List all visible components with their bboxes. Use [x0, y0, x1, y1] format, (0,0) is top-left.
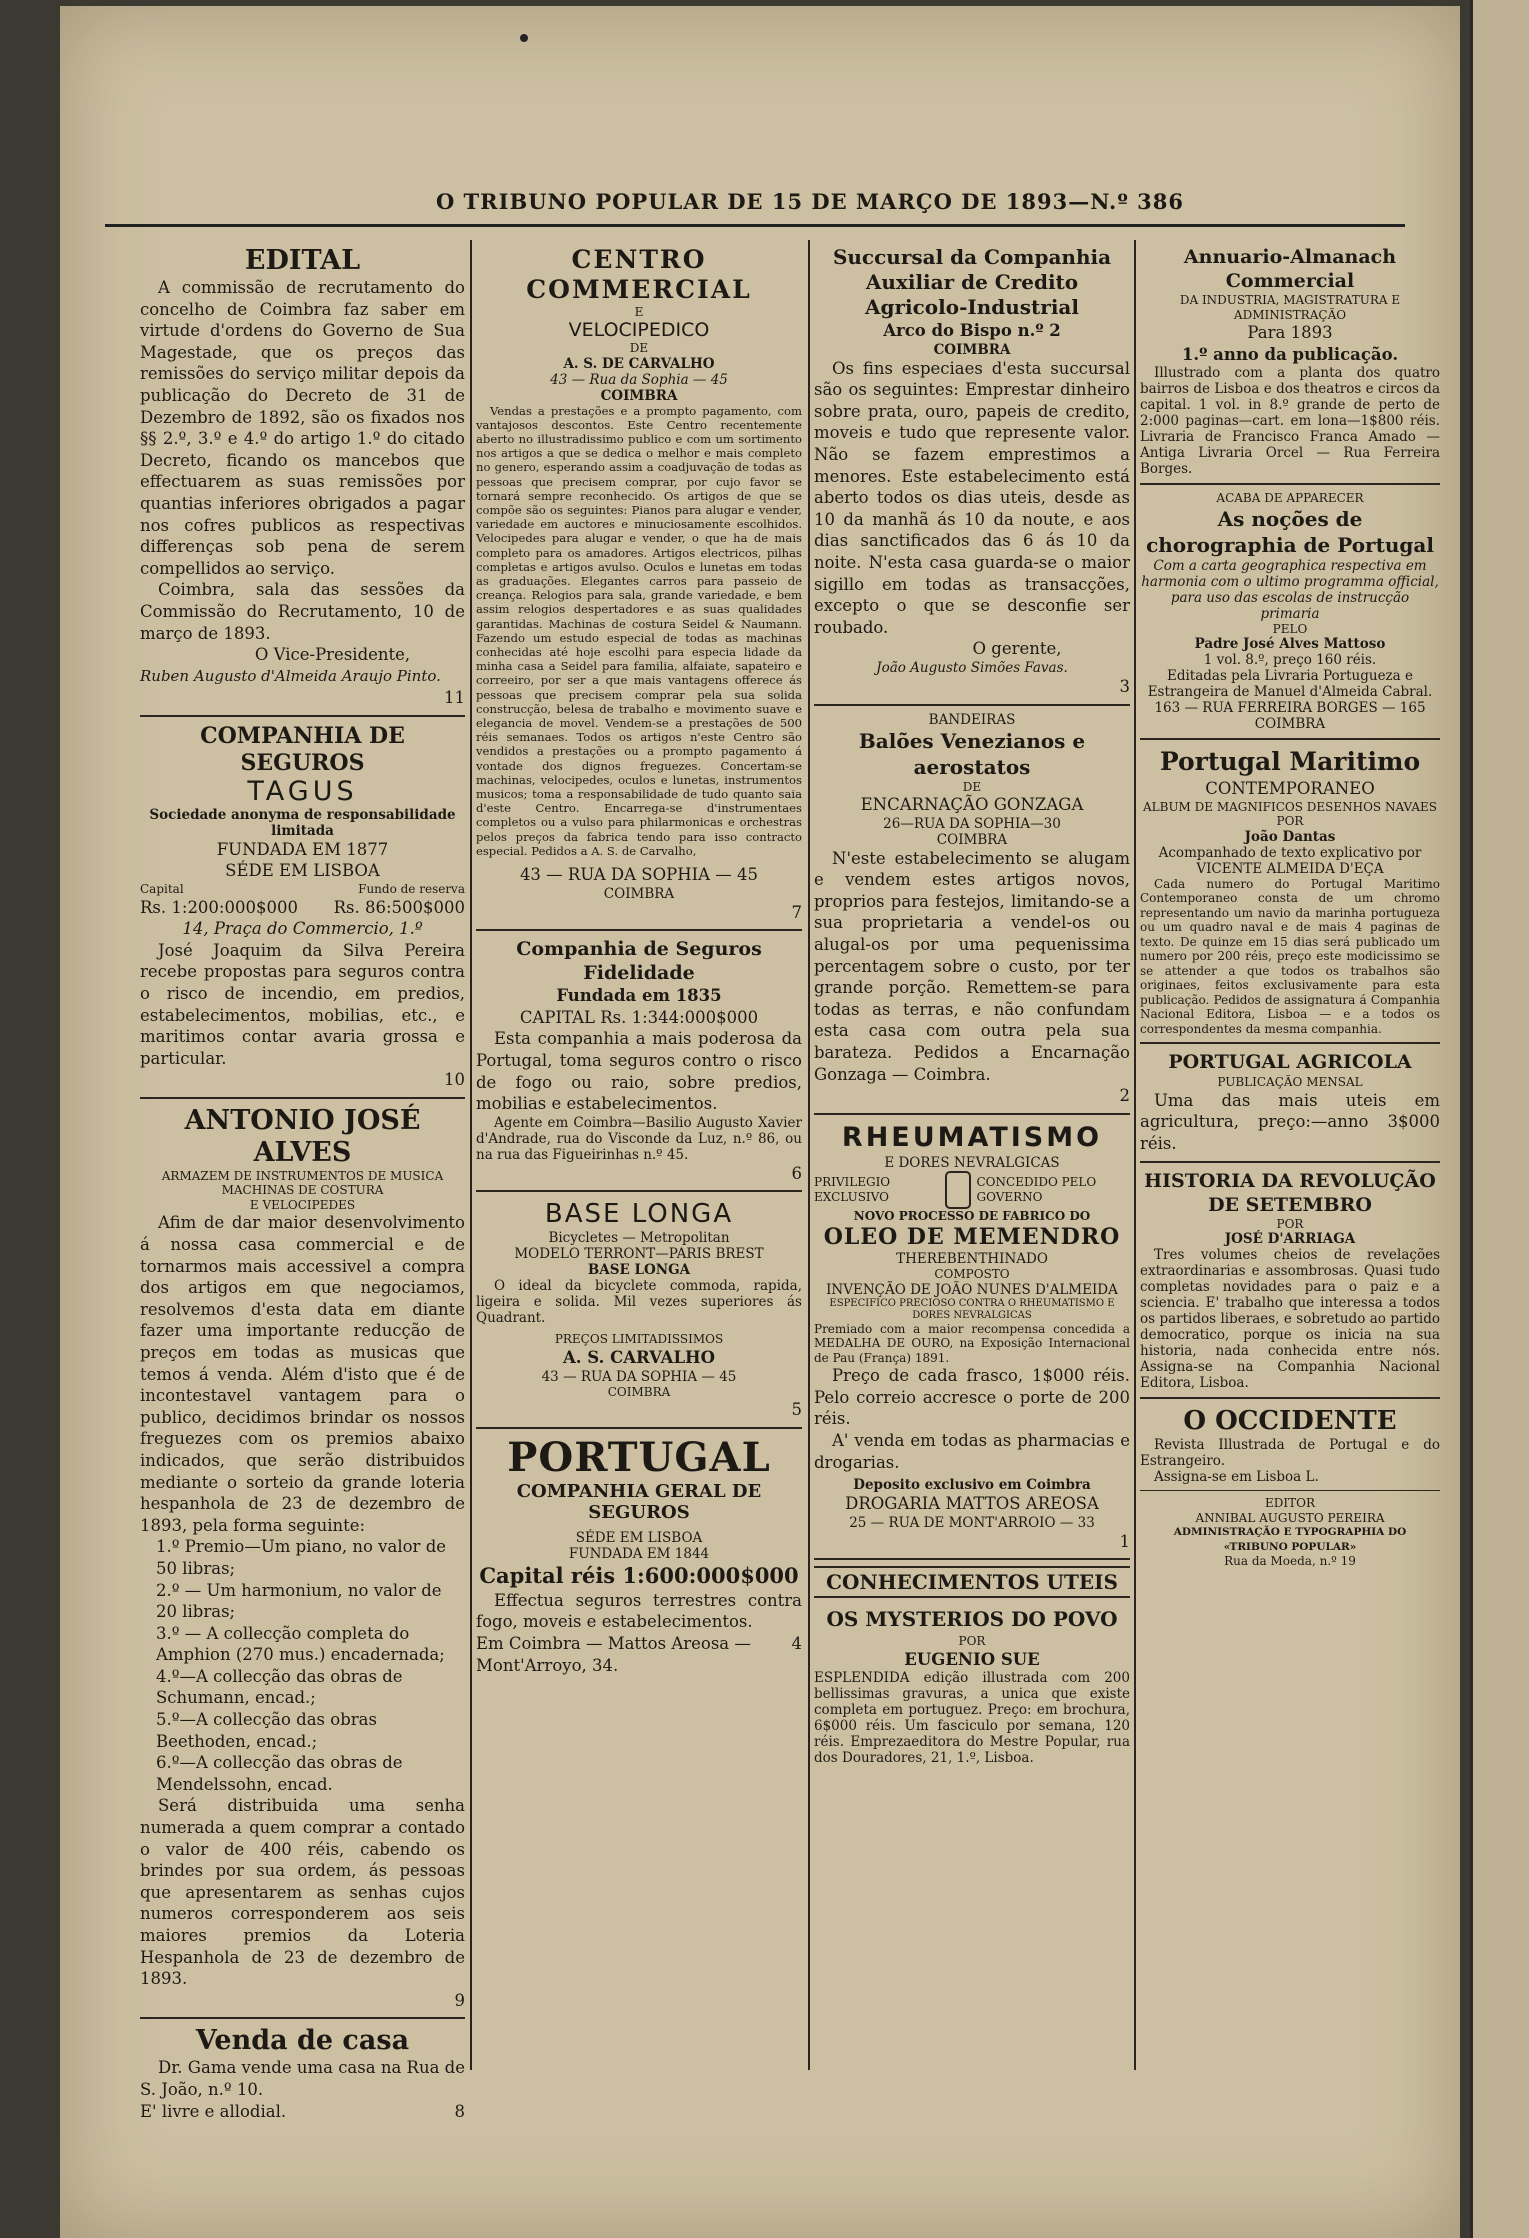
nocoes-addr: 163 — RUA FERREIRA BORGES — 165: [1154, 700, 1426, 717]
occidente-ad: [1140, 1405, 1440, 1569]
maritimo-acomp: Acompanhado de texto explicativo por: [1158, 844, 1422, 861]
rheumatismo-ad: [814, 1121, 1130, 1553]
editor-name: ANNIBAL AUGUSTO PEREIRA: [1195, 1510, 1385, 1525]
rheumatismo-price: Preço de cada frasco, 1$000 réis. Pelo correio accresce o porte de 200 réis.: [814, 1366, 1130, 1429]
divider: [140, 715, 465, 717]
mysterios-banner: CONHECIMENTOS UTEIS: [814, 1566, 1130, 1598]
edital-signer-title: O Vice-Presidente,: [254, 645, 411, 665]
fidelidade-number: 6: [791, 1163, 802, 1183]
baloes-pre: BANDEIRAS: [928, 711, 1016, 728]
portugal-body: Effectua seguros terrestres contra fogo, moveis e estabelecimentos.: [476, 1590, 802, 1632]
revolucao-ad: [1140, 1169, 1440, 1392]
maritimo-ad: [1140, 746, 1440, 1036]
editor-label: EDITOR: [1265, 1496, 1315, 1511]
centro-body: Vendas a prestações e a prompto pagamento, com vantajosos descontos. Este Centro recentemente aberto no illustradissimo publico e com um sortimento nos artigos a que se dedica o melhor e mais completo no genero, esperando assim a coadjuvação de todas as pessoas que precisem comprar, por cujo favor se tornará sempre reconhecido. Os artigos de que se compõe são os seguintes: Pianos para alugar e vender, variedade em auctores e minuciosamente escolhidos. Velocipedes para alugar e vender, o que ha de mais completo para os amadores. Artigos electricos, pilhas completas e artigos avulso. Oculos e lunetas em todas as graduações. Elegantes carros para passeio de creança. Relogios para sala, grande variedade, e bem assim relogios despertadores e as suas qualidades garantidas. Machinas de costura Seidel & Naumann. Fazendo um estudo especial de todas as machinas conhecidas até hoje escolhi para especia lidade da minha casa a Seidel para familia, alfaiate, sapateiro e correeiro, por ser a que mais vantagens offerece ás pessoas que precisem comprar pela sua solida construcção, belesa de trabalho e movimento suave e elegancia de movel. Vendem-se a prestações de 500 réis semanaes. Todos os artigos n'este Centro são vendidos a prestações ou a prompto pagamento á vontade dos dignos freguezes. Concertam-se machinas, velocipedes, oculos e lunetas, instrumentos musicos; toma a responsabilidade de tudo quanto saia d'este Centro. Encarrega-se d'instrumentaes completos ou a vulso para philarmonicas e orchestras pelos preços da fabrica tendo para isso contracto especial. Pedidos a A. S. de Carvalho,: [476, 403, 802, 858]
capital-value: Rs. 1:200:000$000: [140, 897, 298, 917]
nocoes-title: As noções de chorographia de Portugal: [1146, 506, 1434, 557]
maritimo-title: Portugal Maritimo: [1159, 747, 1421, 777]
maritimo-sub: CONTEMPORANEO: [1205, 779, 1375, 799]
tagus-ad: [140, 723, 465, 1091]
centro-e: E: [634, 305, 644, 319]
mysterios-body: ESPLENDIDA edição illustrada com 200 bellissimas gravuras, a unica que existe completa em portuguez. Preço: em brochura, 6$000 réis. Um fasciculo por semana, 120 réis. Emprezaeditora do Mestre Popular, rua dos Douradores, 21, 1.º, Lisboa.: [814, 1670, 1130, 1767]
divider: [476, 929, 802, 931]
centro-de: DE: [629, 341, 649, 356]
agricola-sub: PUBLICAÇÃO MENSAL: [1217, 1075, 1363, 1090]
edital-signer: Ruben Augusto d'Almeida Araujo Pinto.: [140, 666, 441, 685]
column-divider: [470, 240, 472, 2070]
portugal-sub: COMPANHIA GERAL DE SEGUROS: [516, 1480, 762, 1524]
agricola-body: Uma das mais uteis em agricultura, preço:—anno 3$000 réis.: [1140, 1090, 1440, 1153]
divider: [140, 2017, 465, 2019]
maritimo-author: João Dantas: [1244, 828, 1336, 845]
baselonga-body: O ideal da bicyclete commoda, rapida, ligeira e solida. Mil vezes superiores ás Quadrant.: [476, 1278, 802, 1327]
tagus-founded: FUNDADA EM 1877: [216, 839, 389, 859]
tagus-title: COMPANHIA DE SEGUROS: [200, 722, 405, 776]
alves-prize: 1.º Premio—Um piano, no valor de 50 libras;: [156, 1537, 447, 1578]
fidelidade-capital: CAPITAL Rs. 1:344:000$000: [519, 1007, 759, 1027]
divider: [1140, 1397, 1440, 1399]
rheumatismo-privilege-row: [814, 1171, 1130, 1209]
portugal-seat: SÉDE EM LISBOA: [575, 1529, 703, 1546]
baloes-city: COIMBRA: [936, 831, 1008, 848]
rheumatismo-drogaria: DROGARIA MATTOS AREOSA: [845, 1494, 1099, 1514]
divider: [1140, 483, 1440, 485]
masthead: [160, 189, 1460, 219]
revolucao-por: POR: [1276, 1216, 1304, 1231]
centro-number: 7: [791, 902, 802, 922]
column-1: [140, 245, 465, 2122]
column-3: [814, 245, 1130, 1766]
baloes-body: N'este estabelecimento se alugam e vendem estes artigos novos, proprios para festejos, limitando-se a sua proprietaria a vendel-os ou alugal-os por uma pequenissima percentagem sobre o custo, por ter grande porção. Remettem-se para todas as terras, e não confundam esta casa com outra pela sua barateza. Pedidos a Encarnação Gonzaga — Coimbra.: [814, 848, 1130, 1084]
maritimo-album: ALBUM DE MAGNIFICOS DESENHOS NAVAES: [1142, 799, 1438, 814]
column-4: [1140, 245, 1440, 1569]
maritimo-acomp-author: VICENTE ALMEIDA D'EÇA: [1196, 860, 1384, 877]
baselonga-line3: BASE LONGA: [587, 1262, 691, 1279]
alves-number: 9: [454, 1990, 465, 2010]
rheumatismo-title: RHEUMATISMO: [841, 1121, 1103, 1153]
rheumatismo-sub: E DORES NEVRALGICAS: [884, 1154, 1060, 1171]
annuario-body: Illustrado com a planta dos quatro bairros de Lisboa e dos theatros e circos da capital. 1 vol. in 8.º grande de perto de 2:000 paginas—cart. em lona—1$800 réis. Livraria de Francisco Franca Amado — Antiga Livraria Orcel — Rua Ferreira Borges.: [1140, 365, 1440, 478]
royal-arms-icon: [945, 1171, 970, 1209]
rheumatismo-sale: A' venda em todas as pharmacias e drogarias.: [814, 1431, 1130, 1472]
baloes-title: Balões Venezianos e aerostatos: [858, 728, 1086, 779]
revolucao-body: Tres volumes cheios de revelações extraordinarias e assombrosas. Quasi tudo completas novidades para o paiz e a sciencia. E' trabalho que interessa a todos os partidos liberaes, e sobretudo ao partido democratico, porque os inicia na sua historia, nada conhecida entre nós. Assigna-se na Companhia Nacional Editora, Lisboa.: [1140, 1247, 1440, 1392]
venda-ad: [140, 2025, 465, 2122]
portugal-title: PORTUGAL: [507, 1433, 771, 1481]
centro-footer-addr: 43 — RUA DA SOPHIA — 45: [519, 865, 759, 885]
venda-body: Dr. Gama vende uma casa na Rua de S. João, n.º 10.: [140, 2058, 465, 2099]
divider: [476, 1427, 802, 1429]
rheumatismo-number: 1: [1119, 1531, 1130, 1551]
nocoes-pre: ACABA DE APPARECER: [1216, 491, 1364, 506]
edital-place: Coimbra, sala das sessões da Commissão do Recrutamento, 10 de março de 1893.: [140, 580, 465, 643]
alves-prize: 2.º — Um harmonium, no valor de 20 libras;: [156, 1580, 442, 1622]
mysterios-title: OS MYSTERIOS DO POVO: [826, 1607, 1118, 1632]
reserve-value: Rs. 86:500$000: [333, 897, 465, 917]
fidelidade-body: Esta companhia a mais poderosa da Portugal, toma seguros contro o risco de fogo ou raio, sobre predios, mobilias e estabelecimentos.: [476, 1029, 802, 1114]
fidelidade-agent: Agente em Coimbra—Basilio Augusto Xavier d'Andrade, rua do Visconde da Luz, n.º 86, ou na rua das Figueirinhas n.º 45.: [476, 1114, 802, 1163]
column-divider: [1134, 240, 1136, 2070]
portugal-founded: FUNDADA EM 1844: [568, 1545, 710, 1562]
baselonga-line2: MODELO TERRONT—PARIS BREST: [514, 1246, 764, 1263]
rheumatismo-depot: Deposito exclusivo em Coimbra: [853, 1477, 1091, 1494]
annuario-ad: [1140, 245, 1440, 477]
succursal-address: Arco do Bispo n.º 2: [883, 321, 1061, 340]
divider: [1140, 1161, 1440, 1163]
column-2: [476, 245, 802, 1676]
baselonga-owner: A. S. CARVALHO: [562, 1347, 716, 1367]
venda-title: Venda de casa: [195, 2025, 410, 2057]
centro-footer-city: COIMBRA: [603, 885, 675, 902]
edital-title: EDITAL: [244, 245, 361, 276]
annuario-edition: 1.º anno da publicação.: [1181, 344, 1399, 364]
rheumatismo-specific: ESPECIFICO PRECIOSO CONTRA O RHEUMATISMO E DORES NEVRALGICAS: [829, 1297, 1115, 1321]
masthead-text: O TRIBUNO POPULAR DE 15 DE MARÇO DE 1893—N.º 386: [435, 189, 1185, 214]
baselonga-number: 5: [791, 1400, 802, 1420]
agricola-ad: [1140, 1050, 1440, 1154]
edital-body: A commissão de recrutamento do concelho de Coimbra faz saber em virtude d'ordens do Governo de Sua Magestade, que os preços das remissões do serviço militar depois da publicação do Decreto de 31 de Dezembro de 1892, são os fixados nos §§ 2.º, 3.º e 4.º do artigo 1.º do citado Decreto, ficando os mancebos que effectuarem as suas remissões por quantias inferiores obrigados a pagar nos cofres publicos as respectivas differenças sob pena de serem compellidos ao serviço.: [140, 278, 465, 578]
tagus-body: José Joaquim da Silva Pereira recebe propostas para seguros contra o risco de incendio, em predios, estabelecimentos, mobilias, etc., e maritimos contar avaria grossa e particular.: [140, 940, 465, 1068]
ink-dot: [520, 34, 528, 42]
alves-line1: ARMAZEM DE INSTRUMENTOS DE MUSICA: [161, 1168, 444, 1183]
masthead-rule: [105, 224, 1405, 227]
baloes-number: 2: [1119, 1086, 1130, 1106]
centro-owner: A. S. DE CARVALHO: [563, 355, 715, 372]
succursal-title: Succursal da Companhia Auxiliar de Credito Agricolo-Industrial: [832, 245, 1112, 319]
agricola-title: PORTUGAL AGRICOLA: [1168, 1051, 1412, 1074]
mysterios-por: POR: [958, 1634, 986, 1649]
baloes-addr: 26—RUA DA SOPHIA—30: [883, 815, 1061, 832]
admin-address: Rua da Moeda, n.º 19: [1224, 1554, 1356, 1569]
rheumatismo-composed: COMPOSTO: [934, 1267, 1010, 1282]
capital-label: Capital: [140, 882, 184, 897]
centro-ad: [476, 245, 802, 923]
centro-address: 43 — Rua da Sophia — 45: [550, 371, 728, 388]
revolucao-author: JOSÉ D'ARRIAGA: [1224, 1231, 1356, 1248]
tagus-capital-values: [140, 897, 465, 919]
admin-line: ADMINISTRAÇÃO E TYPOGRAPHIA DO «TRIBUNO POPULAR»: [1173, 1526, 1407, 1553]
conceded-text: CONCEDIDO PELO GOVERNO: [976, 1175, 1097, 1204]
portugal-capital: Capital réis 1:600:000$000: [479, 1562, 799, 1588]
succursal-city: COIMBRA: [933, 341, 1011, 358]
tagus-capital-labels: [140, 882, 465, 897]
venda-number: 8: [454, 2101, 465, 2121]
divider: [814, 1558, 1130, 1560]
tagus-name: TAGUS: [247, 775, 358, 807]
alves-line3: E VELOCIPEDES: [249, 1197, 356, 1212]
tagus-seat: SÉDE EM LISBOA: [225, 861, 380, 881]
baselonga-title: BASE LONGA: [544, 1199, 734, 1230]
alves-ad: [140, 1105, 465, 2011]
annuario-year: Para 1893: [1247, 323, 1333, 342]
alves-body: Afim de dar maior desenvolvimento á nossa casa commercial e de tornarmos mais accessivel a compra dos artigos em que negociamos, resolvemos d'esta data em diante fazer uma importante reducção de preços em todas as musicas que temos á venda. Além d'isto que é de incontestavel vantagem para o publico, decidimos brindar os nossos freguezes com os premios abaixo indicados, que serão distribuidos mediante o sorteio da grande loteria hespanhola de 23 de dezembro de 1893, pela forma seguinte:: [140, 1213, 465, 1535]
nocoes-author: Padre José Alves Mattoso: [1194, 636, 1386, 653]
centro-city: COIMBRA: [600, 387, 678, 404]
tagus-address: 14, Praça do Commercio, 1.º: [182, 919, 423, 939]
mysterios-author: EUGENIO SUE: [904, 1649, 1040, 1669]
centro-sub: VELOCIPEDICO: [568, 318, 710, 341]
alves-prize: 4.º—A collecção das obras de Schumann, encad.;: [156, 1666, 403, 1708]
rheumatismo-product2: THEREBENTHINADO: [896, 1251, 1048, 1268]
succursal-manager: João Augusto Simões Favas.: [876, 659, 1068, 676]
baselonga-city: COIMBRA: [607, 1384, 671, 1399]
occidente-body: Revista Illustrada de Portugal e do Estrangeiro.: [1140, 1437, 1440, 1470]
alves-prize: 3.º — A collecção completa do Amphion (270 mus.) encadernada;: [156, 1623, 445, 1665]
privilege-text: PRIVILEGIO EXCLUSIVO: [814, 1175, 891, 1204]
rheumatismo-process: NOVO PROCESSO DE FABRICO DO: [853, 1208, 1091, 1223]
divider: [1140, 1042, 1440, 1044]
succursal-number: 3: [1119, 676, 1130, 696]
adjacent-page-edge: [1470, 0, 1529, 2238]
rheumatismo-product: OLEO DE MEMENDRO: [823, 1224, 1121, 1251]
baloes-de: DE: [962, 779, 982, 794]
edital-number: 11: [444, 688, 465, 708]
mysterios-ad: [814, 1566, 1130, 1766]
rheumatismo-invention: INVENÇÃO DE JOÃO NUNES D'ALMEIDA: [826, 1281, 1118, 1298]
rheumatismo-award: Premiado com a maior recompensa concedida a MEDALHA DE OURO, na Exposição Internacional de Pau (França) 1891.: [814, 1321, 1130, 1365]
edital-notice: [140, 245, 465, 709]
portugal-agent: Em Coimbra — Mattos Areosa — Mont'Arroyo, 34.: [476, 1634, 751, 1675]
fidelidade-founded: Fundada em 1835: [556, 986, 722, 1006]
fidelidade-title: Companhia de Seguros Fidelidade: [516, 938, 762, 985]
rheumatismo-drog-addr: 25 — RUA DE MONT'ARROIO — 33: [849, 1514, 1095, 1531]
alves-title: ANTONIO JOSÉ ALVES: [184, 1104, 421, 1168]
baselonga-prices: PREÇOS LIMITADISSIMOS: [554, 1332, 724, 1347]
nocoes-edit: Editadas pela Livraria Portugueza e Estrangeira de Manuel d'Almeida Cabral.: [1147, 668, 1433, 701]
portugal-number: 4: [791, 1634, 802, 1653]
baloes-ad: [814, 712, 1130, 1107]
occidente-title: O OCCIDENTE: [1183, 1406, 1397, 1437]
nocoes-city: COIMBRA: [1254, 716, 1326, 733]
reserve-label: Fundo de reserva: [358, 882, 465, 897]
nocoes-ad: [1140, 491, 1440, 732]
fidelidade-ad: [476, 937, 802, 1184]
divider: [476, 1190, 802, 1192]
alves-prize: 6.º—A collecção das obras de Mendelssohn, encad.: [156, 1753, 403, 1794]
annuario-title: Annuario-Almanach Commercial: [1183, 246, 1397, 292]
succursal-body: Os fins especiaes d'esta succursal são os seguintes: Emprestar dinheiro sobre prata, ouro, papeis de credito, moveis e tudo que represente valor. Não se fazem emprestimos a menores. Este estabelecimento está aberto todos os dias uteis, desde as 10 da manhã ás 10 da noute, e aos dias sanctificados das 6 ás 10 da noite. N'esta casa guarda-se o maior sigillo em todas as transacções, excepto o que se desconfie ser roubado.: [814, 358, 1130, 637]
nocoes-body: Com a carta geographica respectiva em harmonia com o ultimo programma official, para uso das escolas de instrucção primaria: [1141, 557, 1439, 622]
baselonga-addr: 43 — RUA DA SOPHIA — 45: [541, 1368, 737, 1385]
venda-body2: E' livre e allodial.: [140, 2101, 287, 2121]
baselonga-line1: Bicycletes — Metropolitan: [548, 1230, 730, 1247]
tagus-subtitle: Sociedade anonyma de responsabilidade limitada: [149, 806, 456, 839]
annuario-sub: DA INDUSTRIA, MAGISTRATURA E ADMINISTRAÇÃO: [1179, 293, 1401, 322]
alves-closing: Será distribuida uma senha numerada a quem comprar a contado o valor de 400 réis, cabendo os brindes por sua ordem, ás pessoas que apresentarem as senhas cujos numeros corresponderem aos seis maiores premios da Loteria Hespanhola de 23 de dezembro de 1893.: [140, 1796, 465, 1989]
alves-line2: MACHINAS DE COSTURA: [221, 1183, 384, 1198]
divider: [1140, 1490, 1440, 1491]
nocoes-price: 1 vol. 8.º, preço 160 réis.: [1203, 652, 1377, 669]
centro-title: CENTRO COMMERCIAL: [526, 245, 752, 304]
column-divider: [808, 240, 810, 2070]
baloes-owner: ENCARNAÇÃO GONZAGA: [860, 795, 1084, 814]
nocoes-pelo: PELO: [1272, 621, 1308, 636]
divider: [140, 1097, 465, 1099]
revolucao-title: HISTORIA DA REVOLUÇÃO DE SETEMBRO: [1144, 1169, 1436, 1216]
alves-prize: 5.º—A collecção das obras Beethoden, encad.;: [156, 1710, 377, 1751]
baselonga-ad: [476, 1198, 802, 1420]
succursal-ad: [814, 245, 1130, 698]
divider: [814, 1113, 1130, 1115]
maritimo-por: POR: [1276, 814, 1304, 829]
divider: [814, 704, 1130, 706]
tagus-number: 10: [444, 1070, 465, 1090]
succursal-manager-title: O gerente,: [972, 639, 1062, 659]
portugal-ad: [476, 1435, 802, 1677]
divider: [1140, 738, 1440, 740]
occidente-body2: Assigna-se em Lisboa L.: [1154, 1469, 1319, 1486]
maritimo-body: Cada numero do Portugal Maritimo Contemporaneo consta de um chromo representando um navio da marinha portugueza ou um quadro naval e de mais 4 paginas de texto. De quinze em 15 dias será publicado um numero por 200 réis, preço este modicissimo se se attender a que todos os trabalhos são originaes, feitos exclusivamente para esta publicação. Pedidos de assignatura á Companhia Nacional Editora, Lisboa — e a todos os correspondentes da mesma companhia.: [1140, 876, 1440, 1036]
